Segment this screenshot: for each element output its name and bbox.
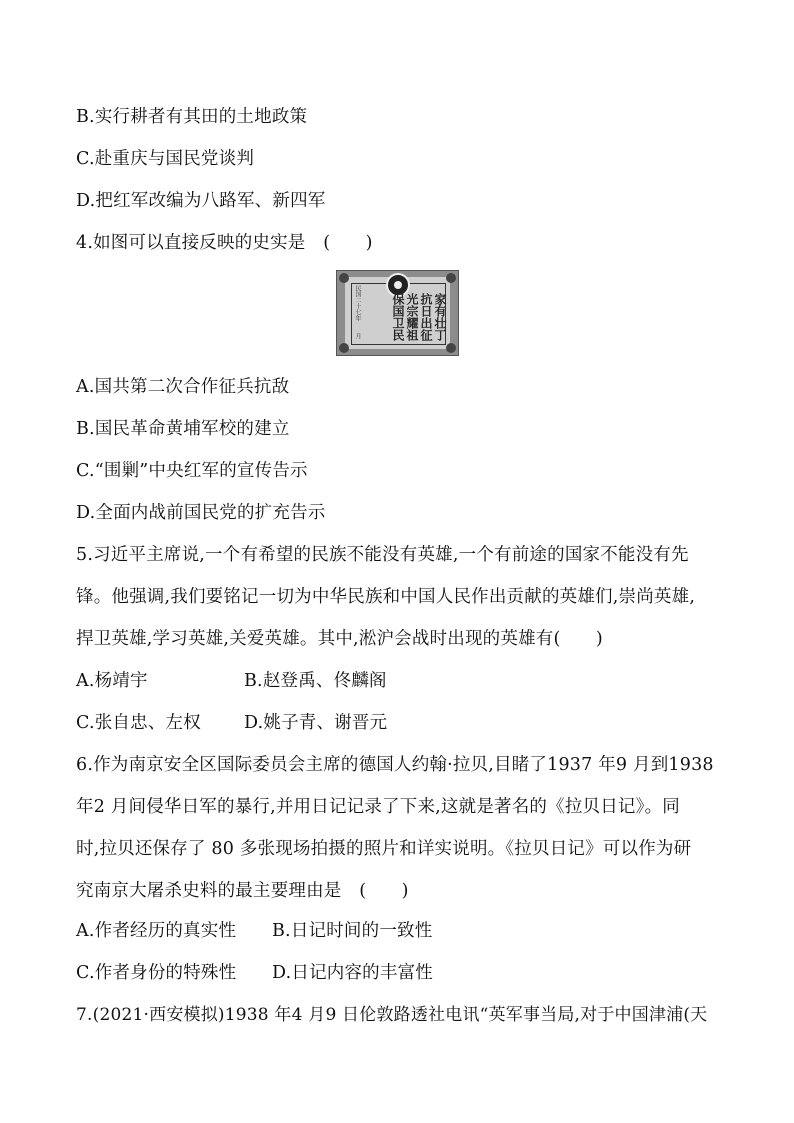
- corner-ornament-icon: [339, 343, 349, 353]
- q5-stem-line-3: 捍卫英雄,学习英雄,关爱英雄。其中,淞沪会战时出现的英雄有( ): [76, 629, 603, 649]
- q6-option-c: C.作者身份的特殊性: [76, 963, 237, 983]
- q3-option-b: B.实行耕者有其田的土地政策: [76, 107, 308, 127]
- q5-option-c: C.张自忠、左权: [76, 713, 201, 733]
- q5-stem-line-2: 锋。他强调,我们要铭记一切为中华民族和中国人民作出贡献的英雄们,崇尚英雄,: [76, 587, 696, 607]
- q5-stem-line-1: 5.习近平主席说,一个有希望的民族不能没有英雄,一个有前途的国家不能没有先: [76, 545, 689, 565]
- q5-options-row-2: [76, 710, 387, 736]
- q4-option-b: B.国民革命黄埔军校的建立: [76, 419, 290, 439]
- q6-stem-line-1: 6.作为南京安全区国际委员会主席的德国人约翰·拉贝,目睹了1937 年9 月到1938: [76, 755, 714, 775]
- q5-option-b: B.赵登禹、佟麟阁: [244, 671, 387, 691]
- poster-date: 民国二十七年: [354, 285, 361, 321]
- q6-options-row-2: [76, 960, 433, 986]
- q3-option-c: C.赴重庆与国民党谈判: [76, 149, 255, 169]
- poster-col-1: 家有壮丁: [433, 293, 447, 341]
- poster-month: 月: [354, 333, 361, 339]
- q4-option-a: A.国共第二次合作征兵抗敌: [76, 377, 290, 397]
- corner-ornament-icon: [339, 273, 349, 283]
- q6-option-b: B.日记时间的一致性: [272, 921, 433, 941]
- q5-options-row-1: [76, 668, 387, 694]
- q5-option-a: A.杨靖宇: [76, 671, 148, 691]
- corner-ornament-icon: [446, 343, 456, 353]
- q4-option-c: C.“围剿”中央红军的宣传告示: [76, 461, 308, 481]
- poster-col-2: 抗日出征: [419, 293, 433, 341]
- q6-option-a: A.作者经历的真实性: [76, 921, 237, 941]
- q6-options-row-1: [76, 918, 432, 944]
- q6-option-d: D.日记内容的丰富性: [272, 963, 433, 983]
- q5-option-d: D.姚子青、谢晋元: [244, 713, 388, 733]
- q7-stem-line-1: 7.(2021·西安模拟)1938 年4 月9 日伦敦路透社电讯“英军事当局,对于中国津浦(天: [76, 1005, 708, 1025]
- q6-stem-line-3: 时,拉贝还保存了 80 多张现场拍摄的照片和详实说明。《拉贝日记》可以作为研: [76, 839, 692, 859]
- q4-option-d: D.全面内战前国民党的扩充告示: [76, 503, 326, 523]
- q6-stem-line-4: 究南京大屠杀史料的最主要理由是 ( ): [76, 881, 409, 901]
- poster-col-3: 光宗耀祖: [405, 293, 419, 341]
- poster-col-4: 保国卫民: [391, 293, 405, 341]
- q6-stem-line-2: 年2 月间侵华日军的暴行,并用日记记录了下来,这就是著名的《拉贝日记》。同: [76, 797, 680, 817]
- corner-ornament-icon: [446, 273, 456, 283]
- q4-stem: 4.如图可以直接反映的史实是 ( ): [76, 233, 373, 253]
- q3-option-d: D.把红军改编为八路军、新四军: [76, 191, 326, 211]
- conscription-poster-image: [336, 270, 459, 356]
